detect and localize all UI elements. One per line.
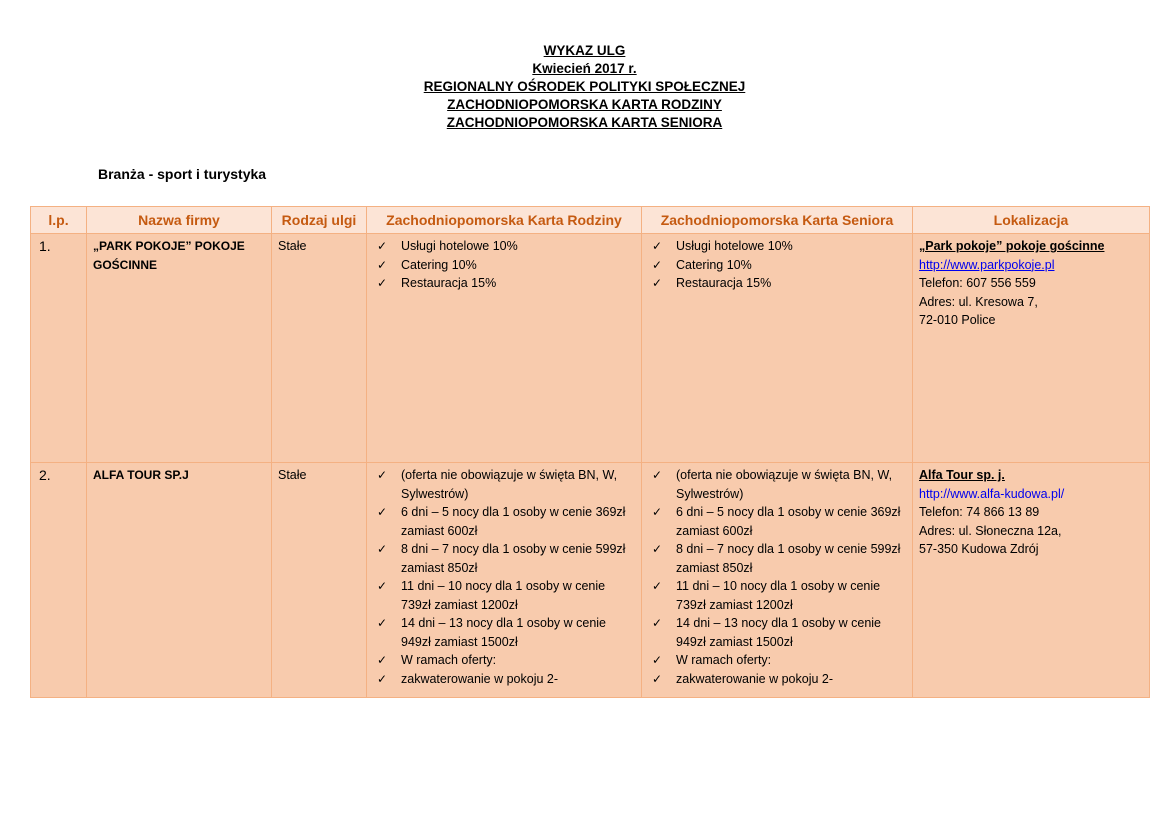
check-icon: ✓ [652,257,663,272]
offer-text: Catering 10% [401,257,477,272]
list-item [648,466,906,503]
offer-text: 11 dni – 10 nocy dla 1 osoby w cenie 739zł zamiast 1200zł [401,579,606,612]
cell-type: Stałe [272,463,367,698]
offer-text: Restauracja 15% [676,276,772,290]
check-icon: ✓ [652,468,663,482]
list-item [648,651,906,670]
col-header-type: Rodzaj ulgi [272,207,367,234]
cell-type: Stałe [272,234,367,463]
check-icon: ✓ [377,468,388,482]
branch-label: Branża - sport i turystyka [98,166,267,182]
col-header-lp: l.p. [31,207,87,234]
check-icon: ✓ [377,671,388,686]
list-item [373,614,635,651]
offer-text: Catering 10% [676,257,752,272]
table-row [31,234,1150,463]
cell-family-card [367,234,642,463]
list-item [373,274,635,293]
table-row [31,463,1150,698]
offer-text: 8 dni – 7 nocy dla 1 osoby w cenie 599zł zamiast 850zł [676,542,901,575]
location-name: „Park pokoje” pokoje gościnne [919,239,1105,253]
check-icon: ✓ [652,276,663,290]
location-url-link[interactable]: http://www.alfa-kudowa.pl/ [919,486,1065,501]
location-postal: 57-350 Kudowa Zdrój [919,542,1039,556]
cell-senior-card [642,234,913,463]
offer-text: 8 dni – 7 nocy dla 1 osoby w cenie 599zł zamiast 850zł [401,542,626,575]
check-icon: ✓ [652,671,663,686]
list-item [373,670,635,689]
check-icon: ✓ [652,653,663,667]
check-icon: ✓ [377,505,388,519]
cell-family-card [367,463,642,698]
family-card-line: ZACHODNIOPOMORSKA KARTA RODZINY [447,97,722,112]
check-icon: ✓ [652,239,663,253]
list-item [373,503,635,540]
cell-firm: „PARK POKOJE” POKOJE GOŚCINNE [87,234,272,463]
cell-senior-card [642,463,913,698]
document-header [0,42,1169,132]
col-header-firm: Nazwa firmy [87,207,272,234]
check-icon: ✓ [652,616,663,630]
offer-text: 14 dni – 13 nocy dla 1 osoby w cenie 949zł zamiast 1500zł [676,616,881,649]
list-item [373,237,635,256]
offer-text: 6 dni – 5 nocy dla 1 osoby w cenie 369zł zamiast 600zł [676,505,901,538]
list-item [648,503,906,540]
list-item [648,670,906,689]
location-address: Adres: ul. Słoneczna 12a, [919,523,1062,538]
check-icon: ✓ [377,239,388,253]
check-icon: ✓ [377,579,388,593]
check-icon: ✓ [652,579,663,593]
list-item [373,540,635,577]
table-header-row [31,207,1150,234]
col-header-location: Lokalizacja [913,207,1150,234]
location-phone: Telefon: 74 866 13 89 [919,505,1040,519]
list-item [648,577,906,614]
cell-lp: 2. [31,463,87,698]
offer-text: 6 dni – 5 nocy dla 1 osoby w cenie 369zł zamiast 600zł [401,505,626,538]
offer-text: W ramach oferty: [676,653,772,667]
check-icon: ✓ [377,616,388,630]
cell-location [913,463,1150,698]
offer-text: (oferta nie obowiązuje w święta BN, W, Sylwestrów) [401,468,618,501]
cell-location [913,234,1150,463]
offer-text: zakwaterowanie w pokoju 2- [401,671,559,686]
location-postal: 72-010 Police [919,313,996,327]
list-item [648,274,906,293]
title-line: WYKAZ ULG [543,43,626,58]
col-header-family-card: Zachodniopomorska Karta Rodziny [367,207,642,234]
col-header-senior-card: Zachodniopomorska Karta Seniora [642,207,913,234]
location-url-link[interactable]: http://www.parkpokoje.pl [919,257,1055,272]
offer-text: (oferta nie obowiązuje w święta BN, W, Sylwestrów) [676,468,893,501]
discount-table [30,206,1150,698]
offer-text: zakwaterowanie w pokoju 2- [676,671,834,686]
list-item [373,256,635,275]
cell-lp: 1. [31,234,87,463]
offer-text: W ramach oferty: [401,653,497,667]
check-icon: ✓ [377,276,388,290]
check-icon: ✓ [377,653,388,667]
offer-text: Usługi hotelowe 10% [676,239,793,253]
list-item [373,466,635,503]
list-item [373,577,635,614]
check-icon: ✓ [652,542,663,556]
list-item [648,256,906,275]
location-address: Adres: ul. Kresowa 7, [919,294,1038,309]
list-item [373,651,635,670]
date-line: Kwiecień 2017 r. [532,61,637,76]
list-item [648,614,906,651]
cell-firm: ALFA TOUR SP.J [87,463,272,698]
senior-card-line: ZACHODNIOPOMORSKA KARTA SENIORA [446,115,723,130]
location-phone: Telefon: 607 556 559 [919,276,1036,290]
list-item [648,237,906,256]
location-name: Alfa Tour sp. j. [919,468,1005,482]
org-line: REGIONALNY OŚRODEK POLITYKI SPOŁECZNEJ [423,79,746,94]
check-icon: ✓ [377,257,388,272]
list-item [648,540,906,577]
offer-text: 14 dni – 13 nocy dla 1 osoby w cenie 949zł zamiast 1500zł [401,616,606,649]
check-icon: ✓ [652,505,663,519]
offer-text: Usługi hotelowe 10% [401,239,518,253]
offer-text: 11 dni – 10 nocy dla 1 osoby w cenie 739zł zamiast 1200zł [676,579,881,612]
offer-text: Restauracja 15% [401,276,497,290]
check-icon: ✓ [377,542,388,556]
